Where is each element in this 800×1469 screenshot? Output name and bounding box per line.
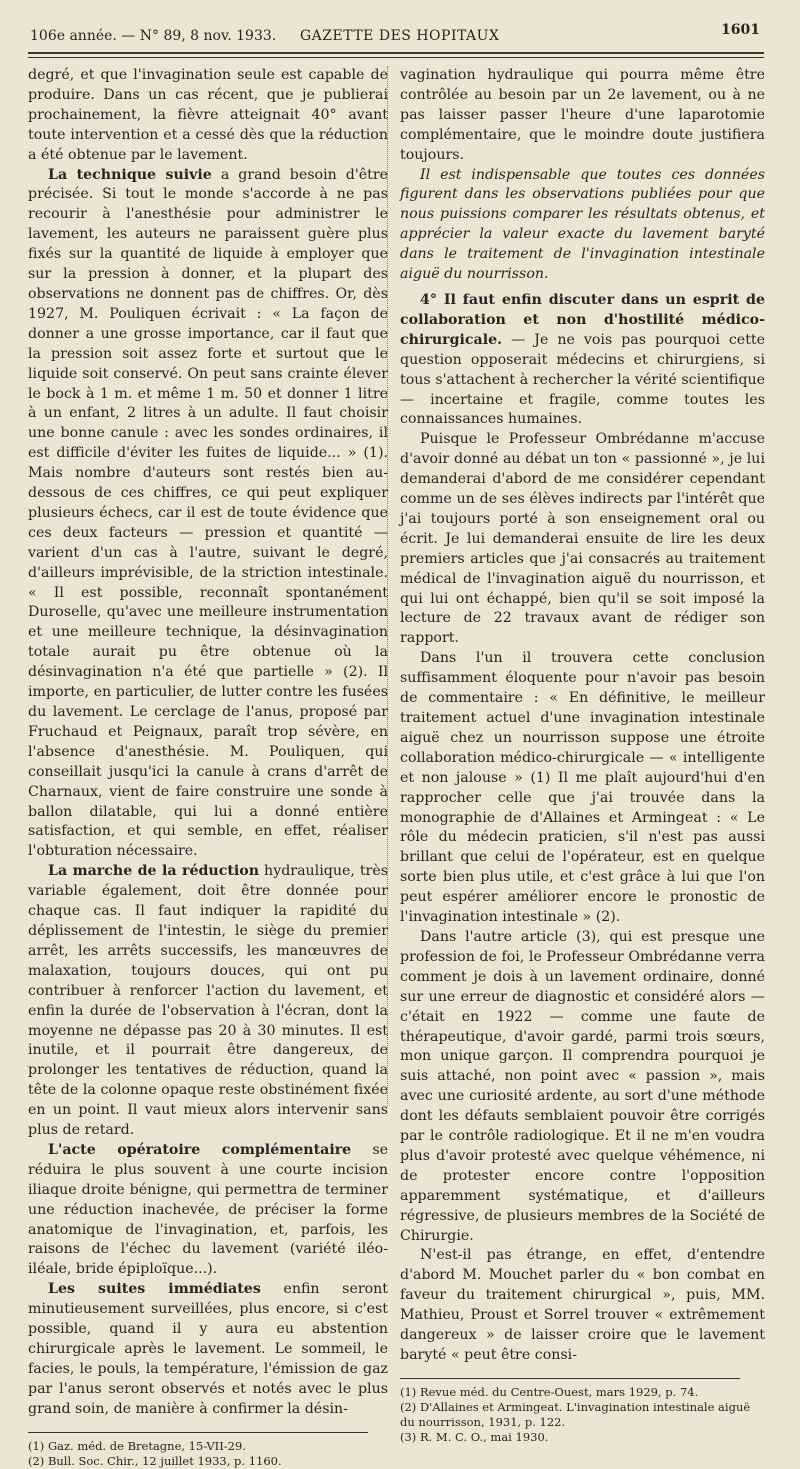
paragraph-lead: 4° Il faut enfin discuter dans un esprit de collaboration et non d'hostilité médico-chirurgicale. [400,291,765,348]
paragraph: Dans l'autre article (3), qui est presque une profession de foi, le Professeur Ombrédanne verra comment je dois à un lavement ordinaire, donné sur une erreur de diagnostic et considéré alors — c'était en 1922 — comme une faute de thérapeutique, d'avoir gardé, parmi trois sœurs, mon unique garçon. Il comprendra pourquoi je suis attaché, non point avec « passion », mais avec une curiosité ardente, au sort d'une méthode dont les défauts semblaient pouvoir être corrigés par le contrôle radiologique. Et il ne m'en voudra plus d'avoir protesté avec quelque véhémence, ni de protester encore contre l'opposition apparemment systématique, et d'ailleurs régressive, de plusieurs membres de la Société de Chirurgie. [400,928,765,1244]
paragraph [28,862,388,1141]
paragraph-lead: L'acte opératoire complémentaire [48,1141,352,1158]
paragraph: Puisque le Professeur Ombrédanne m'accuse d'avoir donné au débat un ton « passionné », je lui demanderai d'abord de me considérer cependant comme un de ses élèves indirects par l'intérêt que j'ai toujours porté à son enseignement oral ou écrit. Je lui demanderai ensuite de lire les deux premiers articles que j'ai consacrés au traitement médical de l'invagination aiguë du nourrisson, et qui lui ont échappé, bien qu'il se soit imposé la lecture de 22 travaux avant de rédiger son rapport. [400,431,765,647]
issue-info: 106e année. — N° 89, 8 nov. 1933. [30,28,277,44]
header-rule-thin [28,57,764,58]
paragraph-text: enfin seront minutieusement surveillées, plus encore, si c'est possible, quand il y aura eu abstention chirurgicale après le lavement. Le sommeil, le facies, le pouls, la température, l'émission de gaz par l'anus seront observés et notés avec le plus grand soin, de manière à confirmer la désin- [28,1281,389,1417]
footnote: (1) Gaz. méd. de Bretagne, 15-VII-29. [28,1438,246,1453]
footnote-rule [400,1378,740,1379]
paragraph-text: hydraulique, très variable également, doit être donnée pour chaque cas. Il faut indiquer la rapidité du déplissement de l'intestin, le siège du premier arrêt, les arrêts successifs, les manœuvres de malaxation, toujours douces, qui ont pu contribuer à renforcer l'action du lavement, et enfin la durée de l'observation à l'écran, dont la moyenne ne dépasse pas 20 à 30 minutes. Il est inutile, et il pourrait être dangereux, de prolonger les tentatives de réduction, quand la tête de la colonne opaque reste obstinément fixée en un point. Il vaut mieux alors intervenir sans plus de retard. [28,863,388,1139]
paragraph: Dans l'un il trouvera cette conclusion suffisamment éloquente pour n'avoir pas besoin de commentaire : « En définitive, le meilleur traitement actuel d'une invagination intestinale aiguë chez un nourrisson suppose une étroite collaboration médico-chirurgicale — « intelligente et non jalouse » (1) Il me plaît aujourd'hui d'en rapprocher celle que j'ai trouvée dans la monographie de d'Allaines et Armingeat : « Le rôle du médecin praticien, s'il n'est pas aussi brillant que celui de l'opérateur, est en quelque sorte bien plus utile, et c'est grâce à lui que l'on peut espérer améliorer encore le pronostic de l'invagination intestinale » (2). [400,650,765,926]
footnote: (2) D'Allaines et Armingeat. L'invagination intestinale aiguë du nourrisson, 1931, p. 122. [400,1399,751,1429]
footnote: (2) Bull. Soc. Chir., 12 juillet 1933, p. 1160. [28,1453,282,1468]
paragraph [28,166,388,863]
paragraph: vagination hydraulique qui pourra même être contrôlée au besoin par un 2e lavement, ou à ne pas laisser passer l'heure d'une laparotomie complémentaire, que le moindre doute justifiera toujours. [400,67,765,163]
paragraph-text: se réduira le plus souvent à une courte incision iliaque droite bénigne, qui permettra de terminer une réduction inachevée, de préciser la forme anatomique de l'invagination, et, parfois, les raisons de l'échec du lavement (variété iléo-iléale, bride épiploïque...). [28,1141,388,1278]
paragraph-lead: Les suites immédiates [48,1281,261,1298]
paragraph [28,1141,388,1280]
paragraph-text: a grand besoin d'être précisée. Si tout le monde s'accorde à ne pas recourir à l'anesthésie pour administrer le lavement, les auteurs ne paraissent guère plus fixés sur la quantité de liquide à employer que sur la pression à donner, et la plupart des observations ne donnent pas de chiffres. Or, dès 1927, M. Pouliquen écrivait : « La façon de donner a une grosse importance, car il faut que la pression soit assez forte et surtout que le liquide soit conservé. On peut sans crainte élever le bock à 1 m. et même 1 m. 50 et donner 1 litre à un enfant, 2 litres à un adulte. Il faut choisir une bonne canule : avec les sondes ordinaires, il est difficile d'éviter les fuites de liquide... » (1). Mais nombre d'auteurs sont restés bien au-dessous de ces chiffres, ce qui peut expliquer plusieurs échecs, car il est de toute évidence que ces deux facteurs — pression et quantité — varient d'un cas à l'autre, suivant le degré, d'ailleurs imprévisible, de la striction intestinale. « Il est possible, reconnaît spontanément Duroselle, qu'avec une meilleure instrumentation et une meilleure technique, la désinvagination totale aurait pu être obtenue où la désinvagination n'a été que partielle » (2). Il importe, en particulier, de lutter contre les fusées du lavement. Le cerclage de l'anus, proposé par Fruchaud et Peignaux, paraît trop sévère, en l'absence d'anesthésie. M. Pouliquen, qui conseillait jusqu'ici la canule à crans d'arrêt de Charnaux, vient de faire construire une sonde à ballon dilatable, qui lui a donné entière satisfaction, et qui semble, en effet, réaliser l'obturation nécessaire. [28,166,388,860]
paragraph [28,1280,388,1419]
paragraph: Il est indispensable que toutes ces données figurent dans les observations publiées pour que nous puissions comparer les résultats obtenus, et apprécier la valeur exacte du lavement baryté dans le traitement de l'invagination intestinale aiguë du nourrisson. [400,166,765,283]
paragraph: degré, et que l'invagination seule est capable de produire. Dans un cas récent, que je publierai prochainement, la fièvre atteignait 40° avant toute intervention et a cessé dès que la réduction a été obtenue par le lavement. [28,67,388,163]
page-header [30,22,760,50]
footnote-rule [28,1432,368,1433]
paragraph: N'est-il pas étrange, en effet, d'entendre d'abord M. Mouchet parler du « bon combat en faveur du traitement chirurgical », puis, MM. Mathieu, Proust et Sorrel trouver « extrêmement dangereux » de laisser croire que le lavement baryté « peut être consi- [400,1247,765,1363]
paragraph [400,291,765,430]
left-column [28,66,388,1469]
page-number: 1601 [721,22,760,38]
paragraph-lead: La marche de la réduction [48,863,260,880]
paragraph-text: — Je ne vois pas pourquoi cette question opposerait médecins et chirurgiens, si tous s'attachent à rechercher la vérité scientifique — incertaine et fragile, comme toutes les connaissances humaines. [400,331,765,428]
publication-title: GAZETTE DES HOPITAUX [300,28,500,44]
footnote: (1) Revue méd. du Centre-Ouest, mars 1929, p. 74. [400,1384,699,1399]
right-column [400,66,765,1445]
header-rule-thick [28,52,764,54]
paragraph-lead: La technique suivie [48,166,212,183]
footnote: (3) R. M. C. O., mai 1930. [400,1429,549,1444]
